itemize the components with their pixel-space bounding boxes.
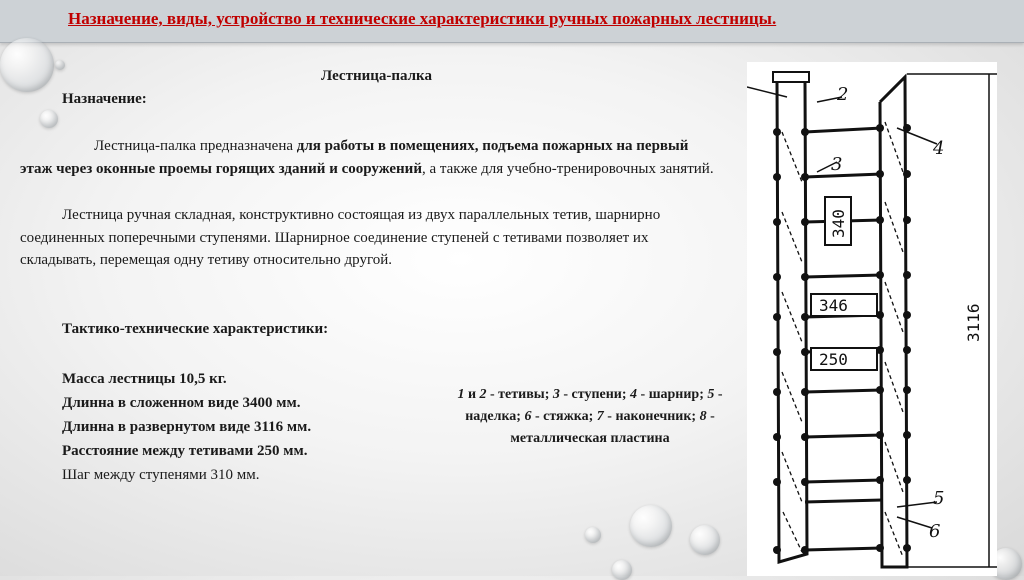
ladder-drawing: [747, 62, 997, 576]
spec-step-pitch: Шаг между ступенями 310 мм.: [62, 467, 260, 483]
hatch-lines: [782, 122, 903, 557]
right-stringer: [880, 77, 907, 567]
bubble-decoration: [55, 60, 65, 70]
purpose-heading: Назначение:: [62, 91, 147, 107]
legend-text: и: [464, 387, 480, 402]
legend-text: - наделка;: [465, 387, 723, 424]
legend-text: - ступени;: [559, 387, 631, 402]
specs-list: [62, 367, 311, 487]
left-stringer: [777, 82, 807, 562]
slide-title: Назначение, виды, устройство и технические характеристики ручных пожарных лестницы.: [68, 9, 777, 28]
bubble-decoration: [585, 527, 601, 543]
dim-250-label: 250: [819, 350, 848, 369]
description-paragraph: Лестница ручная складная, конструктивно состоящая из двух параллельных тетив, шарнирно соединенных поперечными ступенями. Шарнирное соединение ступеней с тетивами позволяет их складывать, перемещая одну тетиву относительно другой.: [20, 207, 661, 268]
legend-text: - тетивы;: [486, 387, 553, 402]
ladder-drawing-svg: [747, 62, 997, 576]
legend-text: - металлическая пластина: [510, 409, 715, 446]
rungs: [805, 128, 882, 550]
spec-unfolded-length: Длинна в развернутом виде 3116 мм.: [62, 419, 312, 435]
legend-text: - стяжка;: [531, 409, 597, 424]
legend-num: 2: [479, 387, 487, 402]
purpose-text-b: для работы в помещениях, подъема пожарных на первый этаж через оконные проемы горящих зданий и сооружений: [20, 138, 689, 177]
part-label: 5: [933, 488, 945, 509]
spec-mass: Масса лестницы 10,5 кг.: [62, 371, 227, 387]
part-label: 6: [929, 521, 941, 542]
legend-num: 1: [457, 387, 465, 402]
bubble-decoration: [612, 560, 632, 580]
dim-346-label: 346: [819, 296, 848, 315]
legend-text: - шарнир;: [637, 387, 708, 402]
specs-heading: Тактико-технические характеристики:: [62, 321, 329, 337]
purpose-text-a: Лестница-палка предназначена: [94, 138, 297, 154]
bubble-decoration: [40, 110, 58, 128]
purpose-text-c: , а также для учебно-тренировочных занятий.: [421, 160, 714, 177]
dim-340-label: 340: [829, 209, 848, 238]
left-stringer-cap: [773, 72, 809, 82]
figure-legend: [455, 384, 725, 450]
bubble-decoration: [630, 505, 672, 547]
legend-num: 8: [699, 409, 707, 424]
legend-num: 3: [552, 387, 560, 402]
title-bar: [0, 0, 1024, 43]
part-label: 3: [831, 154, 843, 175]
purpose-paragraph: [20, 135, 720, 180]
bubble-decoration: [0, 38, 54, 92]
part-label: 4: [933, 138, 945, 159]
legend-num: 4: [630, 387, 638, 402]
legend-num: 5: [707, 387, 715, 402]
part-label: 2: [837, 84, 849, 105]
legend-text: - наконечник;: [603, 409, 700, 424]
legend-num: 7: [596, 409, 604, 424]
bubble-decoration: [690, 525, 720, 555]
subtitle: Лестница-палка: [321, 68, 432, 84]
hinge-bolts: [773, 124, 911, 554]
dim-3116-label: 3116: [964, 303, 983, 342]
spec-stringer-distance: Расстояние между тетивами 250 мм.: [62, 443, 308, 459]
spec-folded-length: Длинна в сложенном виде 3400 мм.: [62, 395, 301, 411]
legend-num: 6: [524, 409, 532, 424]
